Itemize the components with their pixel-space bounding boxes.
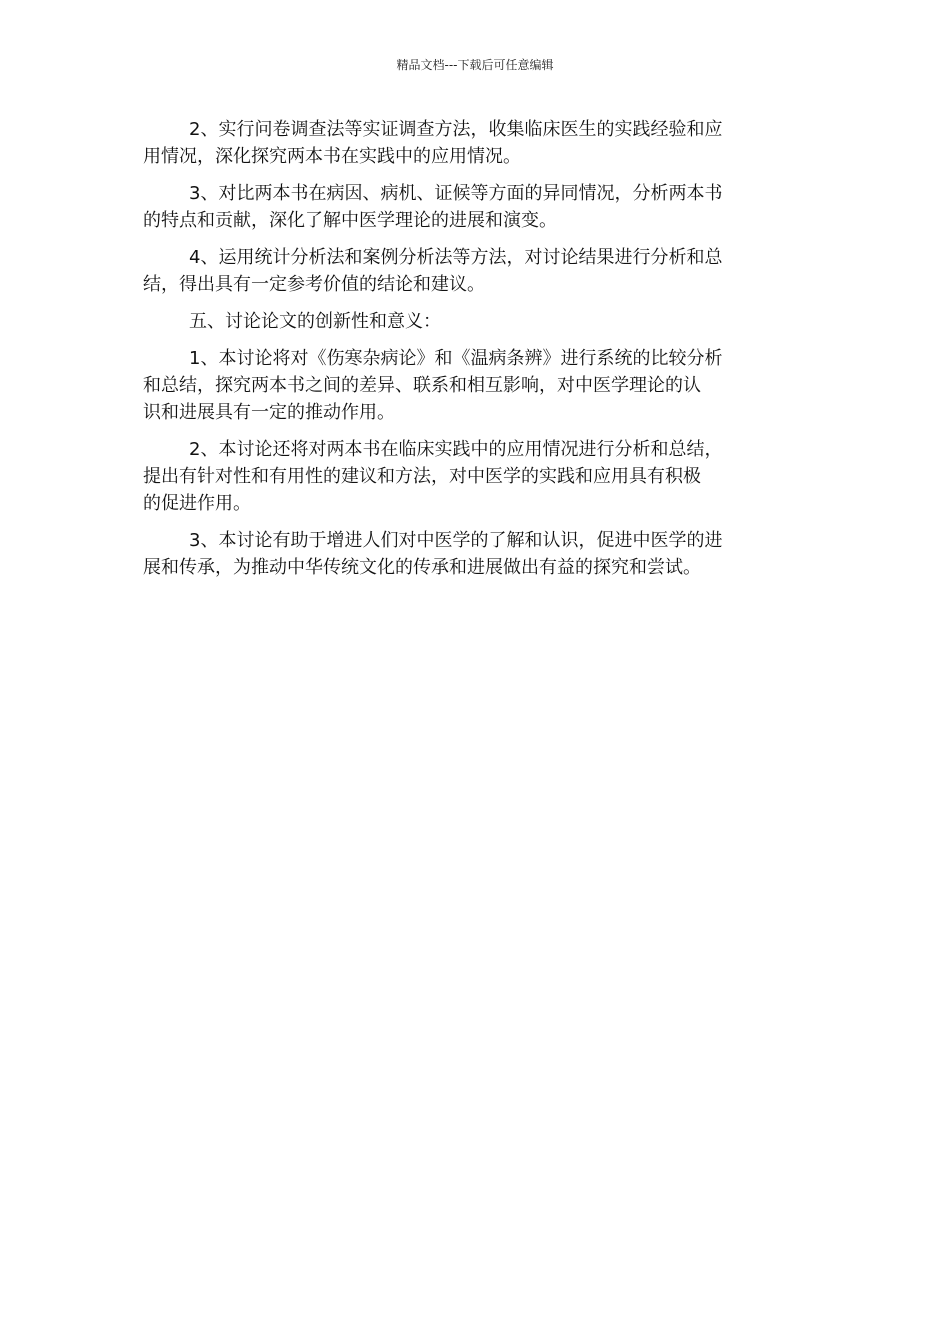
paragraph-significance-3: 3、本讨论有助于增进人们对中医学的了解和认识，促进中医学的进 展和传承，为推动中华传统文化的传承和进展做出有益的探究和尝试。 (143, 530, 723, 578)
document-body (143, 116, 807, 591)
paragraph-significance-2: 2、本讨论还将对两本书在临床实践中的应用情况进行分析和总结， 提出有针对性和有用性的建议和方法，对中医学的实践和应用具有积极 的促进作用。 (143, 439, 723, 514)
page-header: 精品文档---下载后可任意编辑 (396, 58, 554, 72)
paragraph-method-3: 3、对比两本书在病因、病机、证候等方面的异同情况，分析两本书 的特点和贡献，深化了解中医学理论的进展和演变。 (143, 183, 723, 231)
paragraph-significance-1: 1、本讨论将对《伤寒杂病论》和《温病条辨》进行系统的比较分析 和总结，探究两本书之间的差异、联系和相互影响，对中医学理论的认 识和进展具有一定的推动作用。 (143, 348, 723, 423)
section-heading-innovation: 五、讨论论文的创新性和意义： (189, 311, 441, 332)
paragraph-method-2: 2、实行问卷调查法等实证调查方法，收集临床医生的实践经验和应 用情况，深化探究两本书在实践中的应用情况。 (143, 119, 723, 167)
paragraph-method-4: 4、运用统计分析法和案例分析法等方法，对讨论结果进行分析和总 结，得出具有一定参考价值的结论和建议。 (143, 247, 723, 295)
